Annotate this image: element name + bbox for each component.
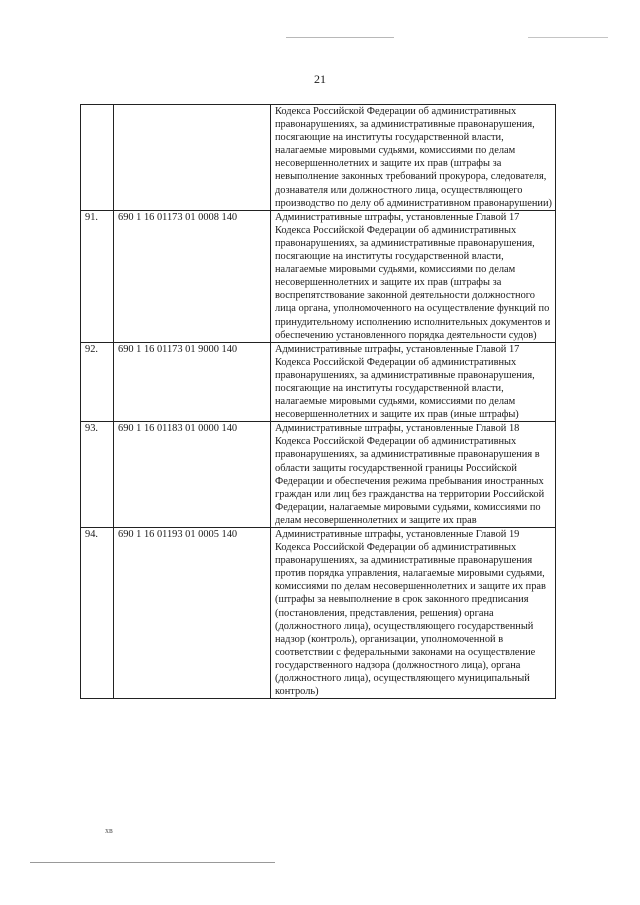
- fines-table: [80, 104, 556, 699]
- scan-line-top: [286, 37, 394, 38]
- table-row: [81, 210, 556, 342]
- budget-code: [114, 105, 271, 211]
- row-number: 91.: [81, 210, 114, 342]
- table-row: [81, 528, 556, 699]
- row-description: Административные штрафы, установленные Главой 19 Кодекса Российской Федерации об административных правонарушениях, за административные правонарушения против порядка управления, налагаемые мировыми судьями, комиссиями по делам несовершеннолетних и защите их прав (штрафы за невыполнение в срок законного предписания (постановления, представления, решения) органа (должностного лица), осуществляющего государственный надзор (контроль), организации, уполномоченной в соответствии с федеральными законами на осуществление государственного надзора (должностного лица), органа (должностного лица), осуществляющего муниципальный контроль): [271, 528, 556, 699]
- table-row: [81, 342, 556, 422]
- row-description: Административные штрафы, установленные Главой 18 Кодекса Российской Федерации об административных правонарушениях, за административные правонарушения в области защиты государственной границы Российской Федерации и обеспечения режима пребывания иностранных граждан или лиц без гражданства на территории Российской Федерации, налагаемые мировыми судьями, комиссиями по делам несовершеннолетних и защите их прав: [271, 422, 556, 528]
- row-description: Кодекса Российской Федерации об административных правонарушениях, за административные правонарушения, посягающие на институты государственной власти, налагаемые мировыми судьями, комиссиями по делам несовершеннолетних и защите их прав (штрафы за невыполнение законных требований прокурора, следователя, дознавателя или должностного лица, осуществляющего производство по делу об административном правонарушении): [271, 105, 556, 211]
- budget-code: 690 1 16 01173 01 9000 140: [114, 342, 271, 422]
- table-row: [81, 105, 556, 211]
- scan-line-top: [528, 37, 608, 38]
- row-number: [81, 105, 114, 211]
- budget-code: 690 1 16 01183 01 0000 140: [114, 422, 271, 528]
- page-number: 21: [314, 72, 326, 86]
- bottom-rule: [30, 862, 275, 863]
- budget-code: 690 1 16 01193 01 0005 140: [114, 528, 271, 699]
- row-number: 92.: [81, 342, 114, 422]
- row-description: Административные штрафы, установленные Главой 17 Кодекса Российской Федерации об административных правонарушениях, за административные правонарушения, посягающие на институты государственной власти, налагаемые мировыми судьями, комиссиями по делам несовершеннолетних и защите их прав (штрафы за воспрепятствование законной деятельности должностного лица органа, уполномоченного на осуществление функций по принудительному исполнению исполнительных документов и обеспечению установленного порядка деятельности судов): [271, 210, 556, 342]
- footer-mark: хв: [105, 826, 113, 835]
- row-number: 93.: [81, 422, 114, 528]
- table-row: [81, 422, 556, 528]
- row-description: Административные штрафы, установленные Главой 17 Кодекса Российской Федерации об административных правонарушениях, за административные правонарушения, посягающие на институты государственной власти, налагаемые мировыми судьями, комиссиями по делам несовершеннолетних и защите их прав (иные штрафы): [271, 342, 556, 422]
- row-number: 94.: [81, 528, 114, 699]
- budget-code: 690 1 16 01173 01 0008 140: [114, 210, 271, 342]
